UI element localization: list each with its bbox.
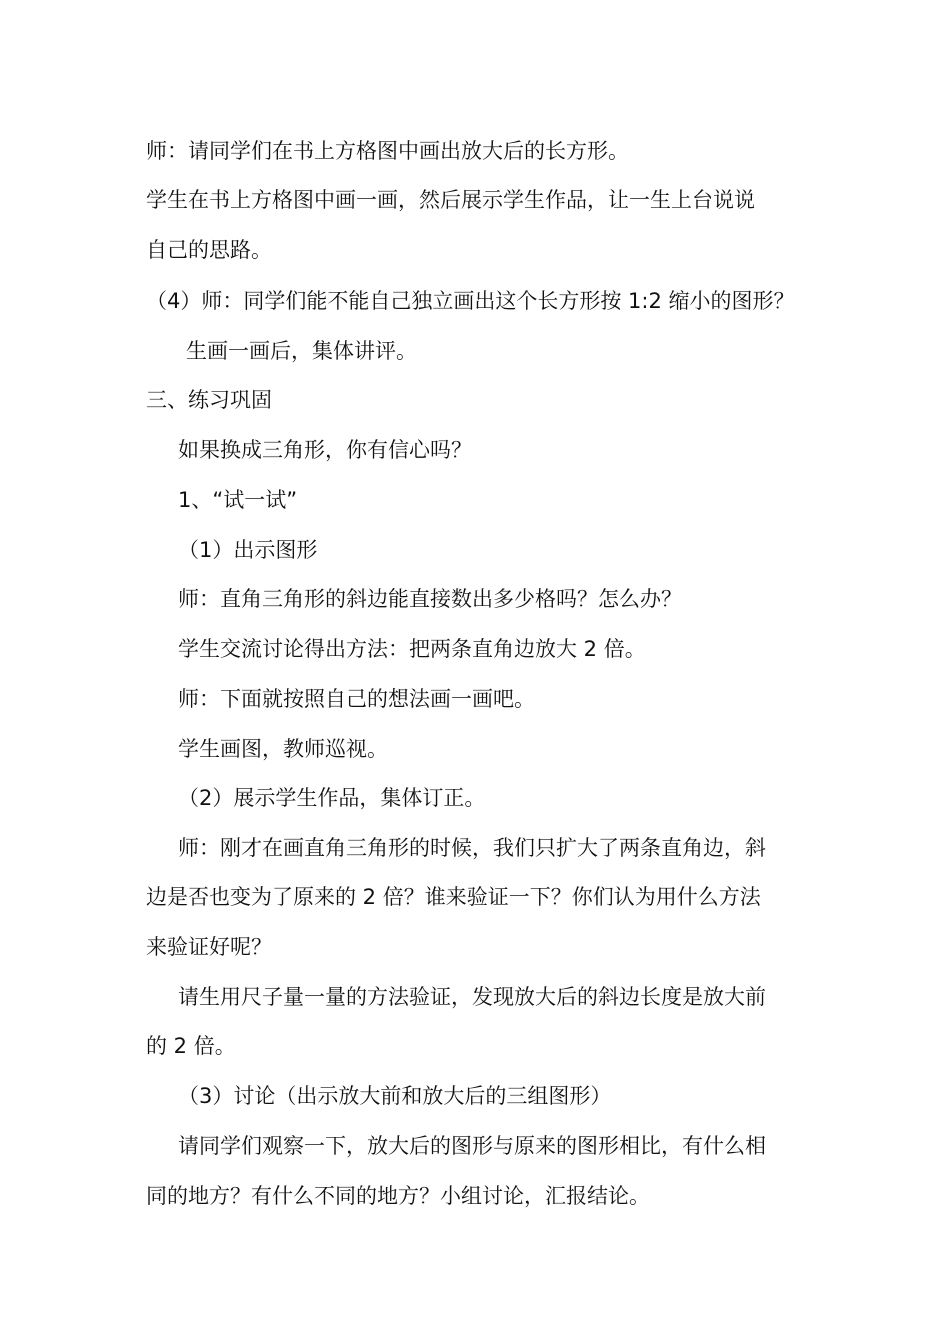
section-heading: 三、练习巩固 bbox=[146, 388, 272, 412]
text-line: 请同学们观察一下，放大后的图形与原来的图形相比，有什么相 bbox=[178, 1134, 766, 1158]
text-line: 如果换成三角形，你有信心吗？ bbox=[178, 438, 472, 462]
text-line: 师：刚才在画直角三角形的时候，我们只扩大了两条直角边，斜 bbox=[178, 836, 766, 860]
text-line: 师：下面就按照自己的想法画一画吧。 bbox=[178, 687, 535, 711]
text-line: 师：请同学们在书上方格图中画出放大后的长方形。 bbox=[146, 139, 629, 163]
text-line: 同的地方？有什么不同的地方？小组讨论，汇报结论。 bbox=[146, 1184, 650, 1208]
text-line: 学生画图，教师巡视。 bbox=[178, 737, 388, 761]
text-line: 师：直角三角形的斜边能直接数出多少格吗？怎么办？ bbox=[178, 587, 682, 611]
text-line: （4）师：同学们能不能自己独立画出这个长方形按 1:2 缩小的图形？ bbox=[146, 289, 795, 313]
text-line: 生画一画后，集体讲评。 bbox=[186, 339, 417, 363]
text-line: （1）出示图形 bbox=[178, 538, 318, 562]
text-line: 边是否也变为了原来的 2 倍？谁来验证一下？你们认为用什么方法 bbox=[146, 885, 761, 909]
text-line: 学生交流讨论得出方法：把两条直角边放大 2 倍。 bbox=[178, 637, 646, 661]
text-line: （2）展示学生作品，集体订正。 bbox=[178, 786, 486, 810]
text-line: （3）讨论（出示放大前和放大后的三组图形） bbox=[178, 1084, 612, 1108]
text-line: 请生用尺子量一量的方法验证，发现放大后的斜边长度是放大前 bbox=[178, 985, 766, 1009]
text-line: 的 2 倍。 bbox=[146, 1034, 236, 1058]
subsection-heading: 1、“试一试” bbox=[178, 488, 298, 512]
text-line: 自己的思路。 bbox=[146, 238, 272, 262]
text-line: 学生在书上方格图中画一画，然后展示学生作品，让一生上台说说 bbox=[146, 188, 755, 212]
text-line: 来验证好呢？ bbox=[146, 935, 272, 959]
